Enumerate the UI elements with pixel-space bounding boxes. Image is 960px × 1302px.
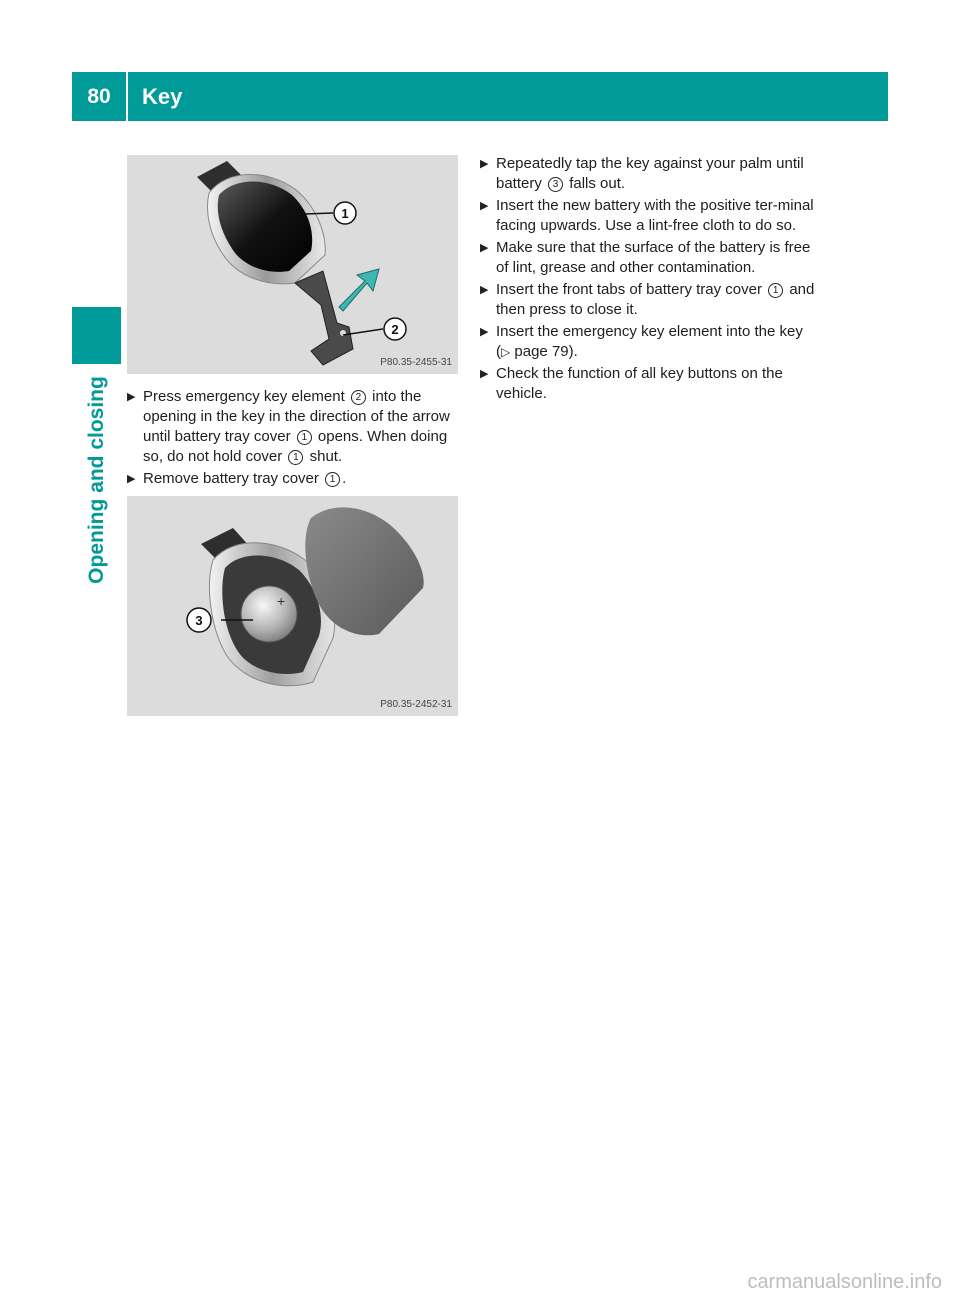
bullet-icon: ▶ [480, 326, 489, 338]
battery-removal-illustration [127, 496, 458, 716]
step-text [143, 469, 462, 489]
callout-3 [187, 608, 211, 632]
bullet-icon: ▶ [127, 473, 136, 485]
bullet-icon: ▶ [480, 368, 489, 380]
list-item [480, 280, 820, 320]
right-instructions [480, 154, 820, 406]
figure-reference: P80.35-2455-31 [380, 357, 452, 368]
battery [241, 586, 297, 642]
key-opening-illustration [127, 155, 458, 374]
page-reference-link[interactable]: page 79). [514, 343, 578, 360]
bullet-icon: ▶ [480, 242, 489, 254]
section-title: Key [142, 83, 183, 109]
page-ref-icon: ▷ [501, 345, 511, 359]
text-run: and then press to close it. [496, 281, 815, 318]
svg-text:+: + [277, 593, 286, 609]
callout-ref: 1 [325, 472, 340, 487]
callout-ref: 1 [288, 450, 303, 465]
text-run: Insert the emergency key element into the key ( [496, 323, 803, 360]
text-run: Insert the front tabs of battery tray cover [496, 281, 762, 298]
page-header [72, 72, 888, 121]
list-item [480, 196, 820, 236]
emergency-key-element [295, 271, 353, 365]
left-instructions [127, 387, 462, 491]
bullet-icon: ▶ [480, 284, 489, 296]
callout-ref: 3 [548, 177, 563, 192]
callout-ref: 2 [351, 390, 366, 405]
text-run: . [342, 470, 347, 487]
step-text: Make sure that the surface of the battery is free of lint, grease and other contamination. [496, 239, 811, 276]
step-text: Insert the new battery with the positive ter-minal facing upwards. Use a lint-free cloth to do so. [496, 197, 814, 234]
text-run: opens. When doing so, do not hold cover [143, 428, 448, 465]
text-run: Repeatedly tap the key against your palm until battery [496, 155, 804, 192]
list-item [127, 387, 462, 467]
side-tab-marker [72, 307, 121, 364]
step-text [496, 322, 820, 362]
list-item [480, 154, 820, 194]
bullet-icon: ▶ [480, 200, 489, 212]
text-run: Press emergency key element [143, 388, 345, 405]
callout-1-label: 1 [341, 206, 349, 221]
bullet-icon: ▶ [480, 158, 489, 170]
step-text [496, 280, 820, 320]
watermark: carmanualsonline.info [747, 1271, 942, 1293]
list-item [480, 322, 820, 362]
list-item [127, 469, 462, 489]
callout-ref: 1 [768, 283, 783, 298]
insert-direction-arrow [339, 269, 379, 311]
callout-3-label: 3 [195, 613, 203, 628]
step-text: Check the function of all key buttons on the vehicle. [496, 365, 783, 402]
step-text [143, 387, 462, 467]
text-run: Remove battery tray cover [143, 470, 319, 487]
side-tab-label: Opening and closing [85, 376, 108, 584]
callout-2 [384, 318, 406, 340]
list-item [480, 238, 820, 278]
list-item [480, 364, 820, 404]
callout-1 [334, 202, 356, 224]
figure-reference: P80.35-2452-31 [380, 699, 452, 710]
page-number: 80 [87, 84, 111, 108]
figure-key-emergency-element [127, 155, 458, 374]
bullet-icon: ▶ [127, 391, 136, 403]
figure-battery-removal [127, 496, 458, 716]
text-run: shut. [309, 448, 343, 465]
text-run: falls out. [569, 175, 626, 192]
step-text [496, 154, 820, 194]
callout-2-label: 2 [391, 322, 399, 337]
callout-ref: 1 [297, 430, 312, 445]
text-run: into the opening in the key in the direction of the arrow until battery tray cover [143, 388, 450, 445]
